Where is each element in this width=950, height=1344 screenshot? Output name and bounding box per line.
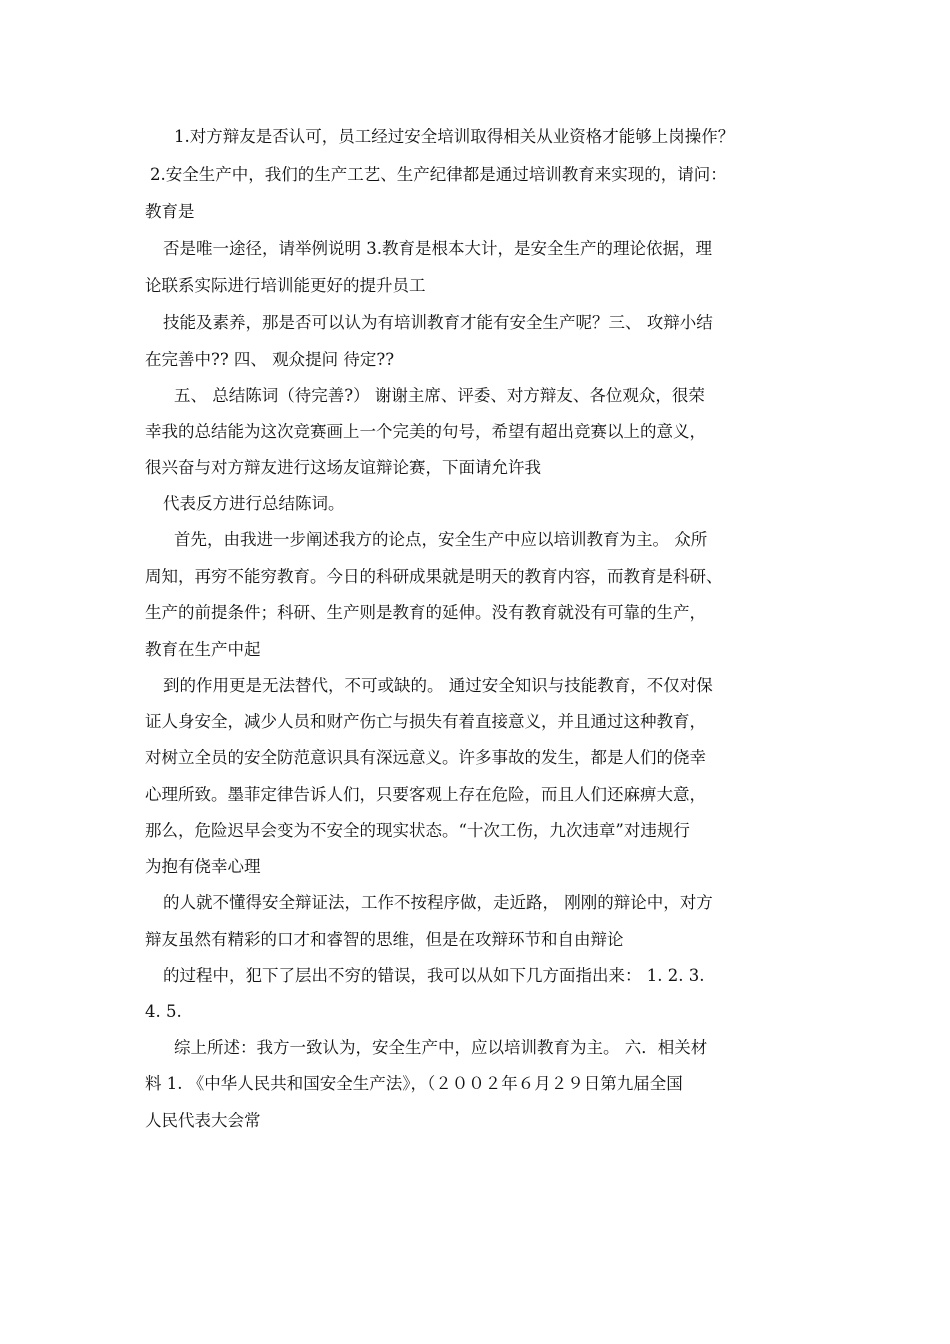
text-line: 对树立全员的安全防范意识具有深远意义。许多事故的发生，都是人们的侥幸: [145, 748, 706, 767]
text-line: 心理所致。墨菲定律告诉人们，只要客观上存在危险，而且人们还麻痹大意，: [145, 785, 706, 804]
text-line: 教育在生产中起: [145, 640, 261, 659]
text-line: 周知，再穷不能穷教育。今日的科研成果就是明天的教育内容，而教育是科研、: [145, 567, 723, 586]
text-line: 生产的前提条件；科研、生产则是教育的延伸。没有教育就没有可靠的生产，: [145, 603, 706, 622]
text-line: 幸我的总结能为这次竞赛画上一个完美的句号，希望有超出竞赛以上的意义，: [145, 422, 706, 441]
text-line: 1.对方辩友是否认可，员工经过安全培训取得相关从业资格才能够上岗操作？: [174, 127, 735, 146]
text-line: 的过程中，犯下了层出不穷的错误，我可以从如下几方面指出来： 1. 2. 3.: [163, 966, 705, 985]
text-line: 综上所述：我方一致认为，安全生产中，应以培训教育为主。 六．相关材: [174, 1038, 708, 1057]
text-line: 料 1. 《中华人民共和国安全生产法》，（２００２年６月２９日第九届全国: [145, 1074, 683, 1093]
text-line: 很兴奋与对方辩友进行这场友谊辩论赛，下面请允许我: [145, 458, 541, 477]
text-line: 论联系实际进行培训能更好的提升员工: [145, 276, 426, 295]
text-line: 证人身安全，减少人员和财产伤亡与损失有着直接意义，并且通过这种教育，: [145, 712, 706, 731]
text-line: 否是唯一途径，请举例说明 3.教育是根本大计，是安全生产的理论依据，理: [163, 239, 712, 258]
text-line: 代表反方进行总结陈词。: [163, 494, 345, 513]
text-line: 技能及素养，那是否可以认为有培训教育才能有安全生产呢？三、 攻辩小结: [163, 313, 713, 332]
text-line: 人民代表大会常: [145, 1111, 261, 1130]
text-line: 首先，由我进一步阐述我方的论点，安全生产中应以培训教育为主。 众所: [174, 530, 708, 549]
text-line: 的人就不懂得安全辩证法，工作不按程序做，走近路， 刚刚的辩论中，对方: [163, 893, 713, 912]
text-line: 2.安全生产中，我们的生产工艺、生产纪律都是通过培训教育来实现的，请问：: [150, 165, 727, 184]
text-line: 为抱有侥幸心理: [145, 857, 261, 876]
text-line: 辩友虽然有精彩的口才和睿智的思维，但是在攻辩环节和自由辩论: [145, 930, 624, 949]
text-line: 4. 5.: [145, 1002, 182, 1021]
text-line: 五、 总结陈词（待完善?） 谢谢主席、评委、对方辩友、各位观众，很荣: [174, 386, 705, 405]
text-line: 那么，危险迟早会变为不安全的现实状态。“十次工伤，九次违章”对违规行: [145, 821, 690, 840]
text-line: 到的作用更是无法替代，不可或缺的。 通过安全知识与技能教育，不仅对保: [163, 676, 713, 695]
text-line: 在完善中?? 四、 观众提问 待定??: [145, 350, 395, 369]
text-line: 教育是: [145, 202, 195, 221]
